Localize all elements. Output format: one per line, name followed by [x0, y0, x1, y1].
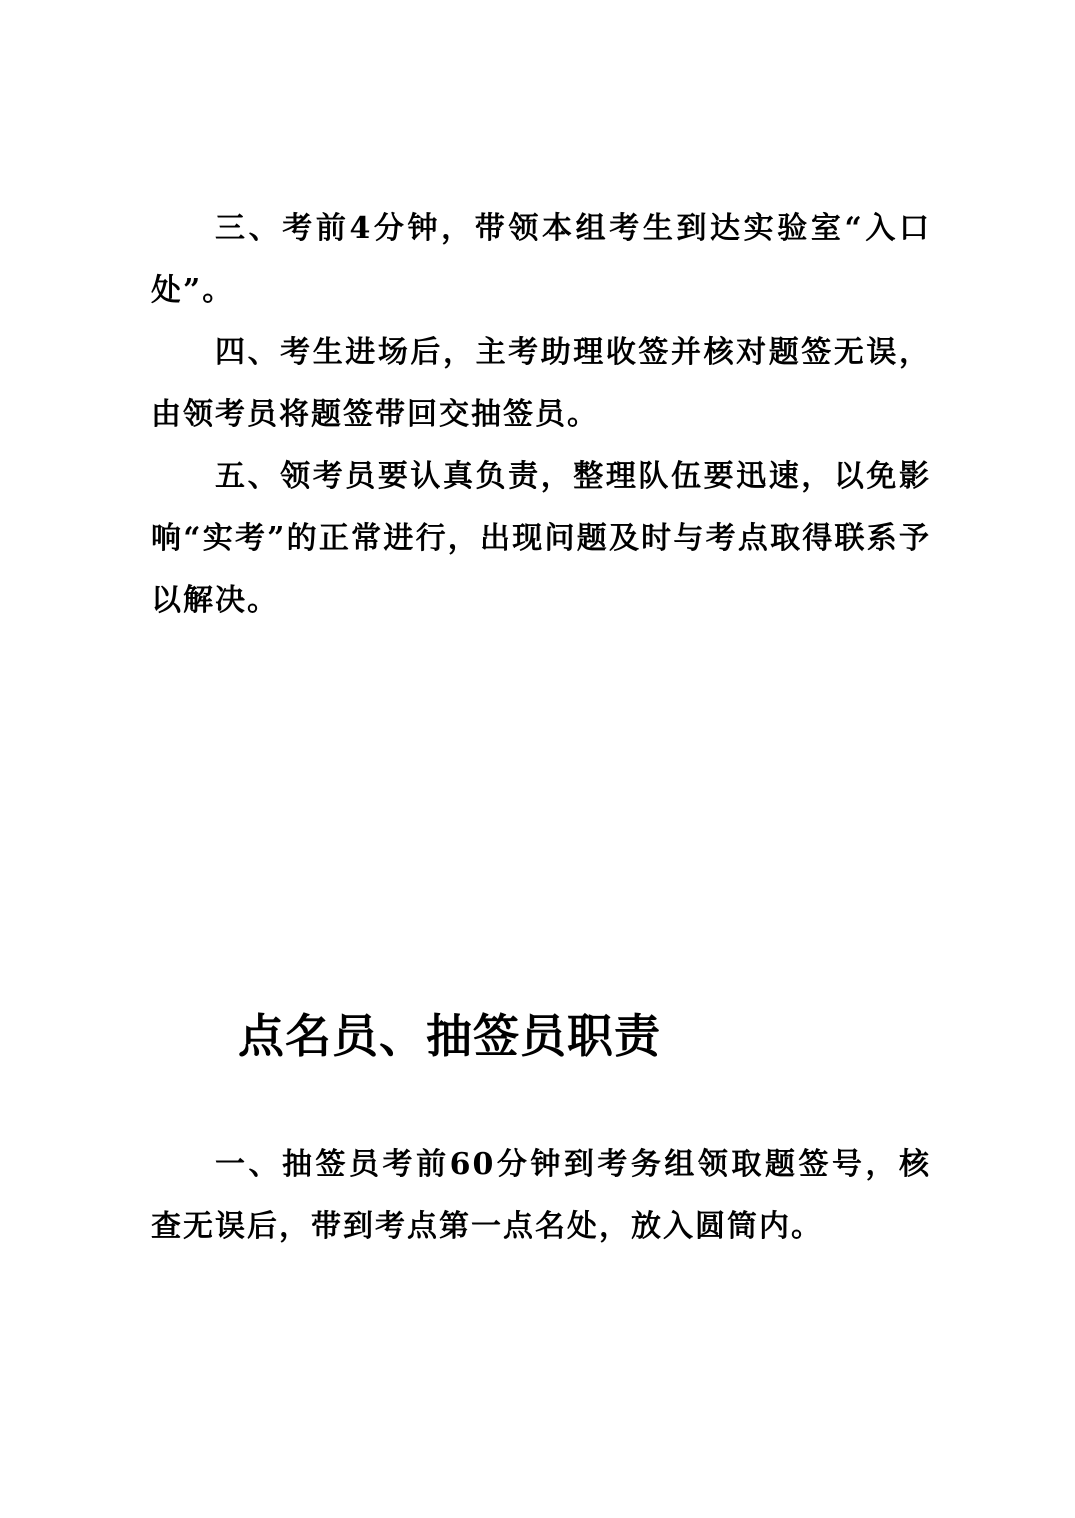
paragraph-item-1: 一、抽签员考前60分钟到考务组领取题签号，核查无误后，带到考点第一点名处，放入圆筒内。	[151, 1147, 931, 1244]
paragraph-item-4: 四、考生进场后，主考助理收签并核对题签无误，由领考员将题签带回交抽签员。	[151, 335, 931, 432]
paragraph-item-3: 三、考前4分钟，带领本组考生到达实验室“入口处”。	[151, 211, 931, 308]
section-title: 点名员、抽签员职责	[238, 1009, 661, 1063]
paragraph-item-5: 五、领考员要认真负责，整理队伍要迅速，以免影响“实考”的正常进行，出现问题及时与考点取得联系予以解决。	[151, 459, 931, 618]
